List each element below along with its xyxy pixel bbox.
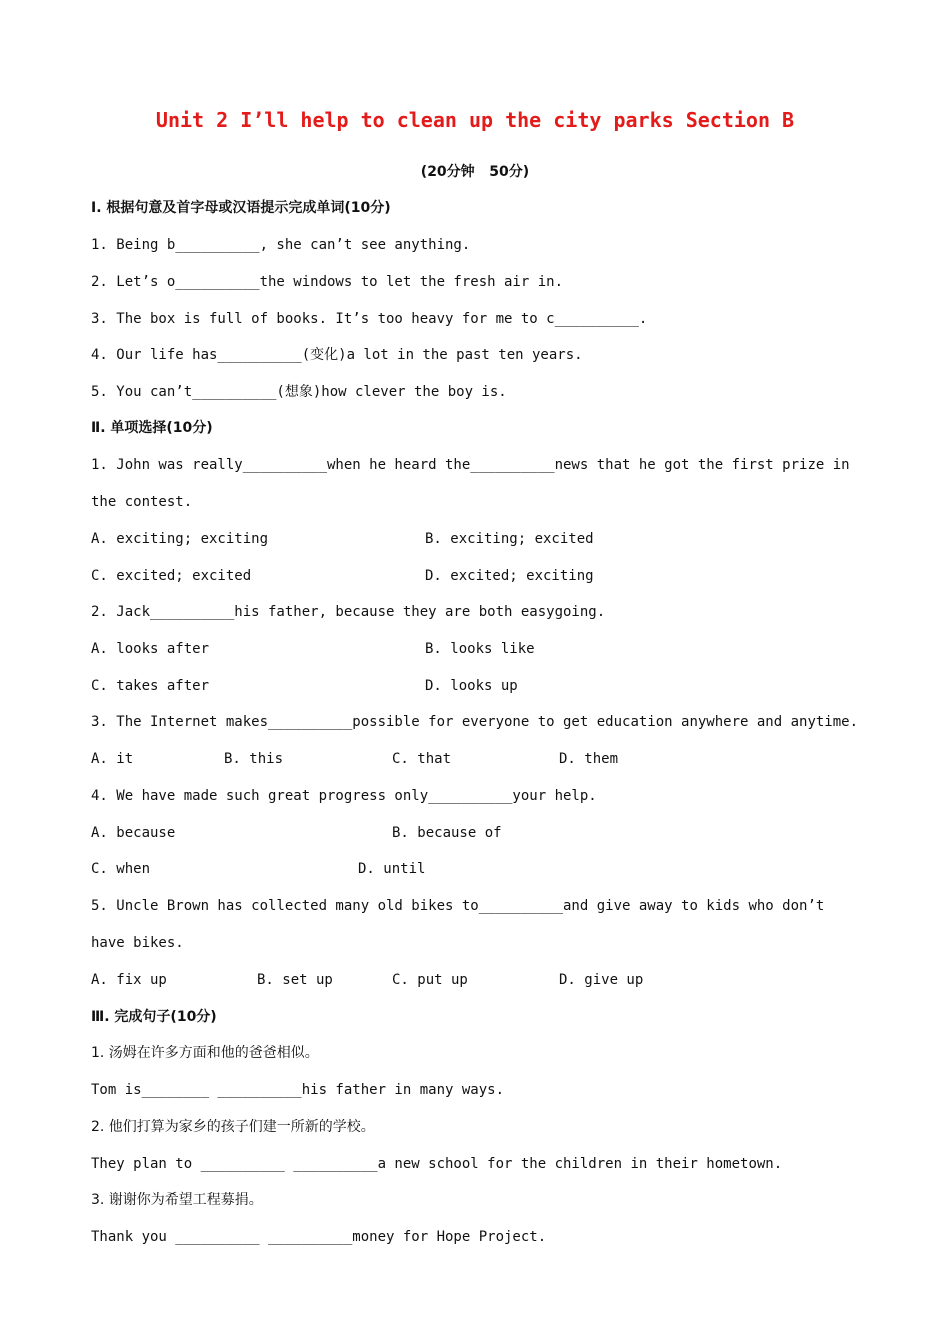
part1-q2: 2. Let’s o__________the windows to let the fresh air in. <box>91 274 564 290</box>
part2-q4-option-a: A. because <box>91 825 176 841</box>
part2-q4-option-b: B. because of <box>392 825 502 841</box>
part2-q1-option-a: A. exciting; exciting <box>91 531 269 547</box>
part2-q2: 2. Jack__________his father, because they are both easygoing. <box>91 604 606 620</box>
part2-q3-option-d: D. them <box>559 751 619 767</box>
time-score-note: (20分钟 50分) <box>420 164 530 180</box>
section-2-heading: Ⅱ. 单项选择(10分) <box>91 420 213 436</box>
part2-q2-option-c: C. takes after <box>91 678 210 694</box>
part1-q5: 5. You can’t__________(想象)how clever the boy is. <box>91 384 507 400</box>
part2-q5-option-c: C. put up <box>392 972 468 988</box>
part2-q2-option-a: A. looks after <box>91 641 210 657</box>
part2-q1-cont: the contest. <box>91 494 193 510</box>
part2-q5: 5. Uncle Brown has collected many old bikes to__________and give away to kids who don’t <box>91 898 825 914</box>
part3-q1-chinese: 1. 汤姆在许多方面和他的爸爸相似。 <box>91 1045 319 1061</box>
part3-q2-english: They plan to __________ __________a new school for the children in their hometown. <box>91 1156 783 1172</box>
part2-q1-option-d: D. excited; exciting <box>425 568 594 584</box>
part2-q5-option-d: D. give up <box>559 972 644 988</box>
section-3-heading: Ⅲ. 完成句子(10分) <box>91 1009 217 1025</box>
part2-q2-option-d: D. looks up <box>425 678 518 694</box>
part2-q3: 3. The Internet makes__________possible for everyone to get education anywhere and anytime. <box>91 714 859 730</box>
part2-q3-option-a: A. it <box>91 751 134 767</box>
part1-q1: 1. Being b__________, she can’t see anything. <box>91 237 471 253</box>
part3-q3-chinese: 3. 谢谢你为希望工程募捐。 <box>91 1192 263 1208</box>
part2-q4-option-c: C. when <box>91 861 151 877</box>
section-1-heading: Ⅰ. 根据句意及首字母或汉语提示完成单词(10分) <box>91 200 391 216</box>
part2-q3-option-b: B. this <box>224 751 284 767</box>
part3-q2-chinese: 2. 他们打算为家乡的孩子们建一所新的学校。 <box>91 1119 375 1135</box>
part2-q5-option-a: A. fix up <box>91 972 167 988</box>
part1-q3: 3. The box is full of books. It’s too heavy for me to c__________. <box>91 311 648 327</box>
page-title: Unit 2 I’ll help to clean up the city parks Section B <box>155 108 795 132</box>
part3-q1-english: Tom is________ __________his father in many ways. <box>91 1082 505 1098</box>
part2-q4: 4. We have made such great progress only__________your help. <box>91 788 597 804</box>
part2-q1-option-c: C. excited; excited <box>91 568 252 584</box>
part2-q5-cont: have bikes. <box>91 935 184 951</box>
part2-q1-option-b: B. exciting; excited <box>425 531 594 547</box>
part2-q1: 1. John was really__________when he heard the__________news that he got the first prize in <box>91 457 850 473</box>
part2-q2-option-b: B. looks like <box>425 641 535 657</box>
part2-q5-option-b: B. set up <box>257 972 333 988</box>
part1-q4: 4. Our life has__________(变化)a lot in the past ten years. <box>91 347 583 363</box>
part2-q3-option-c: C. that <box>392 751 452 767</box>
part3-q3-english: Thank you __________ __________money for Hope Project. <box>91 1229 547 1245</box>
part2-q4-option-d: D. until <box>358 861 426 877</box>
